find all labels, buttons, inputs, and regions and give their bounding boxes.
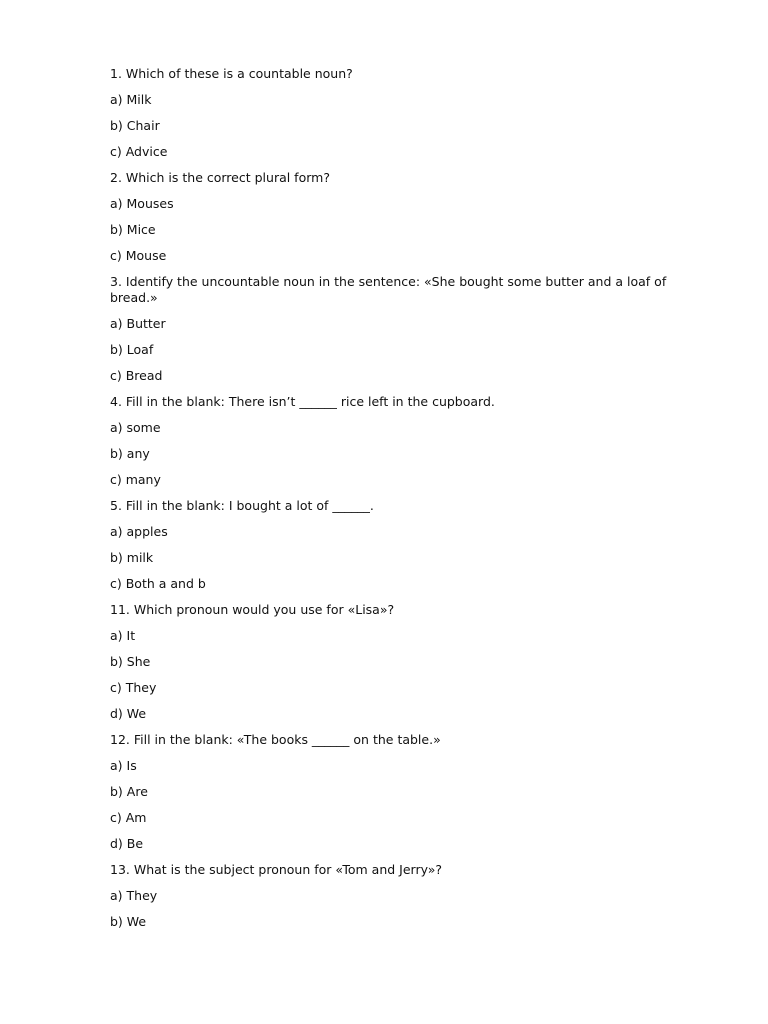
option-5c: c) Both a and b (110, 576, 206, 591)
option-12c: c) Am (110, 810, 147, 825)
option-12a: a) Is (110, 758, 137, 773)
question-13: 13. What is the subject pronoun for «Tom and Jerry»? (110, 862, 443, 877)
option-2b: b) Mice (110, 222, 156, 237)
option-4b: b) any (110, 446, 150, 461)
question-1: 1. Which of these is a countable noun? (110, 66, 353, 81)
option-2a: a) Mouses (110, 196, 174, 211)
option-12d: d) Be (110, 836, 144, 851)
option-1b: b) Chair (110, 118, 160, 133)
option-11c: c) They (110, 680, 157, 695)
question-12: 12. Fill in the blank: «The books ______ on the table.» (110, 732, 441, 747)
option-13b: b) We (110, 914, 147, 929)
option-1c: c) Advice (110, 144, 168, 159)
option-5b: b) milk (110, 550, 154, 565)
question-11: 11. Which pronoun would you use for «Lisa»? (110, 602, 395, 617)
option-3b: b) Loaf (110, 342, 154, 357)
question-5: 5. Fill in the blank: I bought a lot of ______. (110, 498, 374, 513)
option-3a: a) Butter (110, 316, 166, 331)
option-1a: a) Milk (110, 92, 152, 107)
option-12b: b) Are (110, 784, 148, 799)
option-13a: a) They (110, 888, 158, 903)
option-3c: c) Bread (110, 368, 163, 383)
option-2c: c) Mouse (110, 248, 167, 263)
option-11b: b) She (110, 654, 151, 669)
option-11d: d) We (110, 706, 147, 721)
document-page (110, 66, 700, 940)
question-2: 2. Which is the correct plural form? (110, 170, 330, 185)
option-5a: a) apples (110, 524, 168, 539)
question-3: 3. Identify the uncountable noun in the sentence: «She bought some butter and a loaf of bread.» (110, 274, 671, 305)
option-4c: c) many (110, 472, 161, 487)
question-4: 4. Fill in the blank: There isn’t ______ rice left in the cupboard. (110, 394, 495, 409)
option-4a: a) some (110, 420, 161, 435)
option-11a: a) It (110, 628, 136, 643)
